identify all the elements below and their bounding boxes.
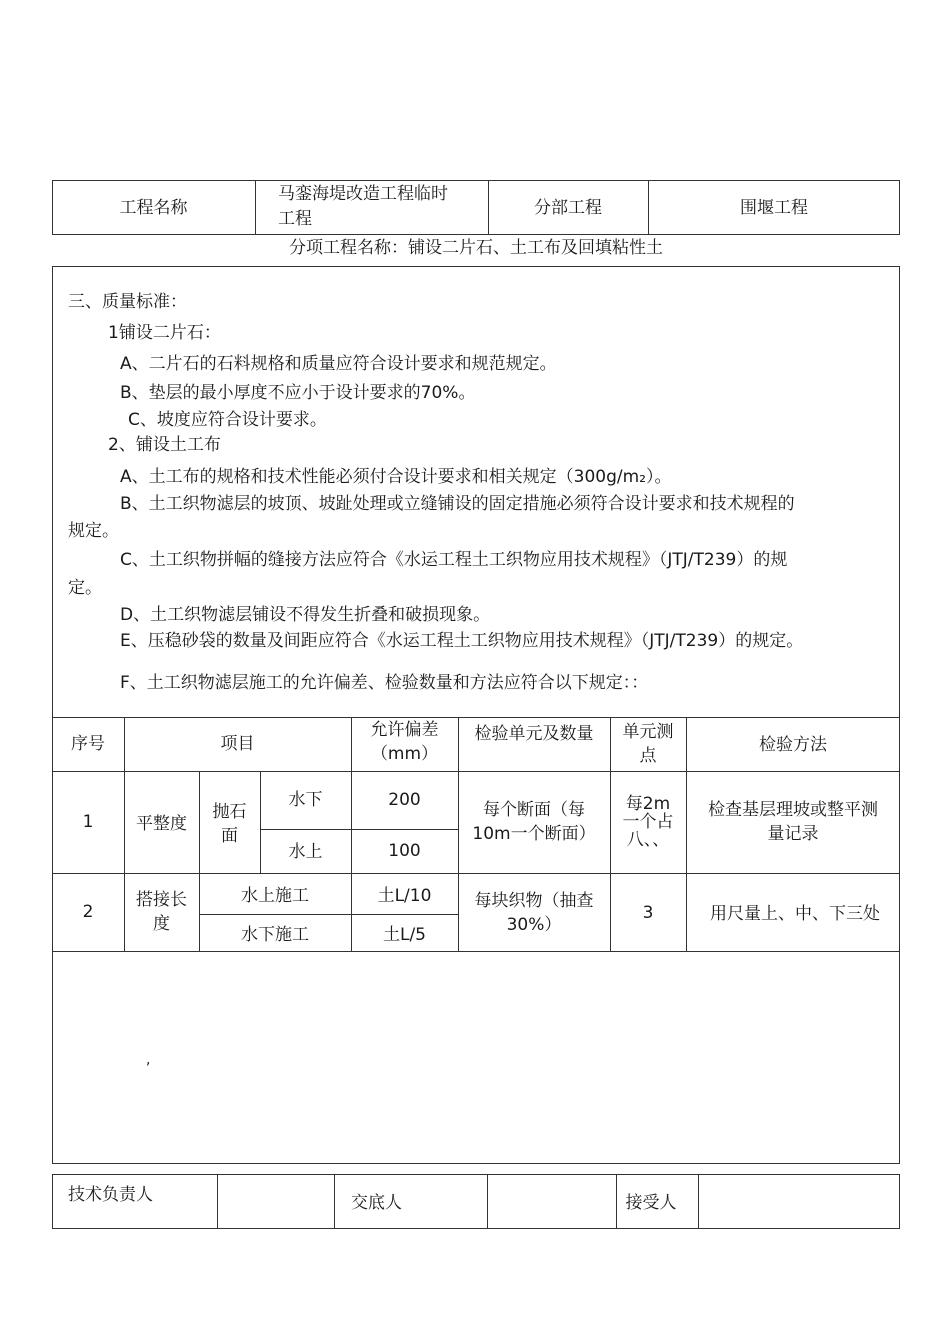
row2-item-line2: 度 (153, 914, 170, 934)
tech-lead-signature[interactable] (218, 1175, 334, 1228)
col-points (610, 717, 686, 771)
s2-e: E、压稳砂袋的数量及间距应符合《水运工程土工织物应用技术规程》（JTJ/T239）的规定。 (120, 631, 804, 651)
row2-above-value: 土L/10 (377, 885, 432, 906)
s2-title: 2、铺设土工布 (108, 435, 221, 455)
subitem-title: 分项工程名称：铺设二片石、土工布及回填粘性土 (289, 238, 663, 258)
project-name-value-line2: 工程 (278, 209, 312, 229)
s1-a: A、二片石的石料规格和质量应符合设计要求和规范规定。 (120, 354, 557, 374)
division-value: 围堰工程 (740, 197, 808, 218)
handover-signature[interactable] (488, 1175, 616, 1228)
tech-lead-label: 技术负责人 (68, 1185, 153, 1205)
s2-b-line1: B、土工织物滤层的坡顶、坡趾处理或立缝铺设的固定措施必须符合设计要求和技术规程的 (120, 494, 795, 514)
row1-item: 平整度 (136, 814, 187, 834)
col-points-line2: 点 (639, 746, 657, 766)
row2-under-value: 土L/5 (382, 924, 426, 945)
col-item: 项目 (220, 734, 255, 754)
s2-f: F、土工织物滤层施工的允许偏差、检验数量和方法应符合以下规定：： (120, 673, 649, 693)
project-name-value-line1: 马銮海堤改造工程临时 (278, 184, 448, 204)
row2-above-label: 水上施工 (241, 885, 309, 906)
row2-no: 2 (82, 902, 94, 922)
project-name-label: 工程名称 (119, 197, 188, 218)
s1-c: C、坡度应符合设计要求。 (128, 410, 327, 430)
handover-label: 交底人 (351, 1193, 402, 1213)
col-tolerance-line2: （mm） (370, 744, 439, 764)
row1-sub (199, 771, 260, 877)
s2-c-line1: C、土工织物拼幅的缝接方法应符合《水运工程土工织物应用技术规程》（JTJ/T239）的规 (120, 550, 788, 570)
row1-points-line3: 八、、 (626, 830, 670, 850)
row1-method-line1: 检查基层理坡或整平测 (708, 800, 878, 820)
row2-under-label: 水下施工 (241, 924, 309, 945)
receiver-label: 接受人 (625, 1193, 677, 1213)
row1-above-value: 100 (388, 841, 421, 861)
row2-unit (458, 873, 610, 953)
row1-no: 1 (82, 812, 94, 832)
col-points-line1: 单元测 (622, 722, 674, 742)
row1-sub-line1: 抛石 (212, 802, 247, 822)
row1-under-value: 200 (388, 790, 421, 810)
s2-c-line2: 定。 (68, 578, 102, 598)
row1-above-label: 水上 (288, 842, 323, 862)
col-tolerance (351, 717, 458, 767)
division-label: 分部工程 (534, 197, 602, 218)
row1-points-line2: 一个占 (622, 812, 674, 832)
row1-points (610, 771, 686, 873)
row1-sub-line2: 面 (221, 826, 238, 846)
row1-unit-line1: 每个断面（每 (483, 800, 585, 820)
row1-under-label: 水下 (288, 790, 323, 810)
stray-mark: , (146, 1052, 151, 1068)
row1-points-line1: 每2m (625, 794, 671, 814)
s2-d: D、土工织物滤层铺设不得发生折叠和破损现象。 (120, 605, 491, 625)
row1-unit-line2: 10m一个断面） (472, 824, 596, 844)
row1-method-line2: 量记录 (767, 824, 819, 844)
s1-title: 1铺设二片石： (108, 323, 221, 343)
col-no: 序号 (71, 734, 105, 754)
project-name-value (278, 182, 448, 232)
col-tolerance-line1: 允许偏差 (370, 720, 439, 740)
row2-item-line1: 搭接长 (136, 890, 187, 910)
row2-points: 3 (642, 903, 654, 923)
row2-unit-line2: 30%） (506, 915, 562, 935)
col-unit: 检验单元及数量 (474, 724, 594, 744)
standards-title: 三、质量标准： (68, 292, 187, 312)
s2-a: A、土工布的规格和技术性能必须付合设计要求和相关规定（300g/m₂）。 (120, 467, 672, 487)
row1-unit (458, 771, 610, 873)
row2-method: 用尺量上、中、下三处 (710, 904, 880, 924)
row2-item (124, 873, 199, 951)
receiver-signature[interactable] (699, 1175, 899, 1228)
s2-b-line2: 规定。 (68, 521, 119, 541)
row1-method (686, 771, 900, 873)
s1-b: B、垫层的最小厚度不应小于设计要求的70%。 (120, 383, 476, 403)
row2-unit-line1: 每块织物（抽查 (474, 891, 594, 911)
col-method: 检验方法 (759, 735, 827, 755)
